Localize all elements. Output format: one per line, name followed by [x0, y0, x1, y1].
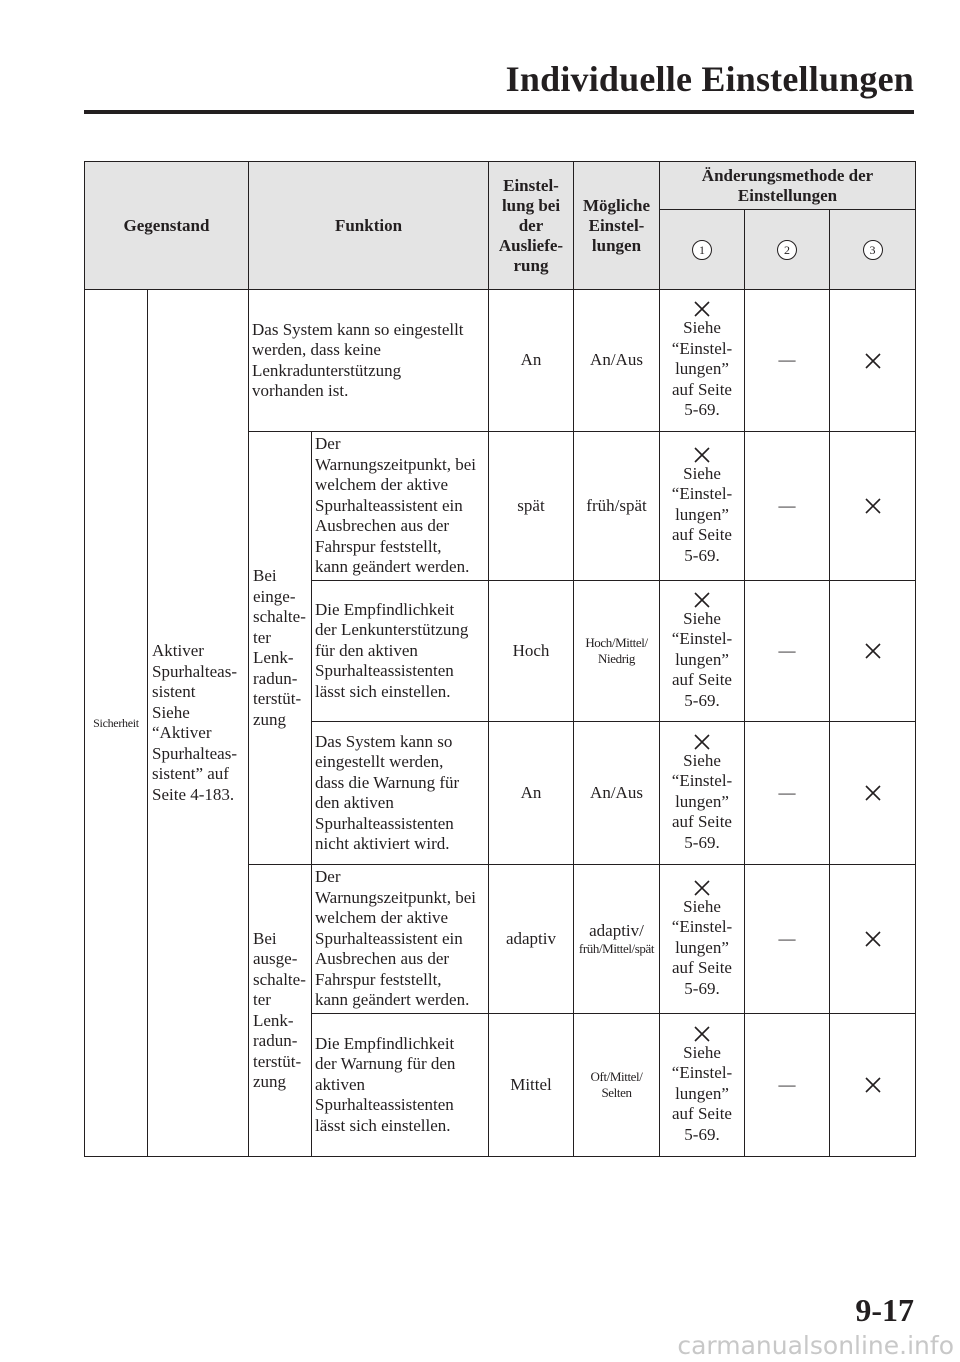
default-cell: Mittel	[489, 1014, 574, 1157]
header-method-group: Änderungsmethode der Einstellungen	[660, 162, 916, 210]
function-cell: Die Empfindlichkeit der Warnung für den aktiven Spurhalteassistenten lässt sich einstellen.	[312, 1014, 489, 1157]
header-function: Funktion	[249, 162, 489, 290]
circled-number-3-icon: 3	[863, 240, 883, 260]
method-2-cell	[745, 722, 830, 865]
method-note: Siehe “Einstel- lungen” auf Seite 5-69.	[671, 318, 733, 420]
options-cell: An/Aus	[574, 290, 660, 432]
method-3-cell	[830, 1014, 916, 1157]
method-3-cell	[830, 432, 916, 581]
condition-on-cell: Bei einge- schalte- ter Lenk- radun- terstüt- zung	[249, 432, 312, 865]
options-line-1: adaptiv/	[589, 920, 644, 940]
dash: —	[778, 1074, 796, 1094]
default-cell: spät	[489, 432, 574, 581]
page-title: Individuelle Einstellungen	[505, 59, 914, 99]
table-row	[85, 290, 916, 432]
method-note: Siehe “Einstel- lungen” auf Seite 5-69.	[671, 1042, 733, 1144]
function-cell: Das System kann so eingestellt werden, dass die Warnung für den aktiven Spurhalteassistenten nicht aktiviert wird.	[312, 722, 489, 865]
method-2-cell	[745, 581, 830, 722]
function-cell: Der Warnungszeitpunkt, bei welchem der aktive Spurhalteassistent ein Ausbrechen aus der Fahrspur feststellt, kann geändert werden.	[312, 865, 489, 1014]
method-1-cell	[660, 722, 745, 865]
x-mark-icon	[864, 497, 882, 515]
options-cell: früh/spät	[574, 432, 660, 581]
method-3-cell	[830, 290, 916, 432]
header-options: Mögliche Einstel- lungen	[574, 162, 660, 290]
method-1-cell	[660, 432, 745, 581]
method-note: Siehe “Einstel- lungen” auf Seite 5-69.	[671, 463, 733, 565]
method-3-cell	[830, 581, 916, 722]
method-2-cell	[745, 1014, 830, 1157]
x-mark-icon	[864, 642, 882, 660]
default-cell: Hoch	[489, 581, 574, 722]
x-mark-icon	[693, 446, 711, 464]
x-mark-icon	[693, 1025, 711, 1043]
method-1-cell	[660, 1014, 745, 1157]
dash: —	[778, 495, 796, 515]
page-number: 9-17	[855, 1292, 914, 1328]
method-3-cell	[830, 722, 916, 865]
circled-number-2-icon: 2	[777, 240, 797, 260]
x-mark-icon	[864, 352, 882, 370]
item-cell: Aktiver Spurhalteas- sistent Siehe “Aktiver Spurhalteas- sistent” auf Seite 4-183.	[148, 290, 249, 1157]
dash: —	[778, 782, 796, 802]
method-1-cell	[660, 865, 745, 1014]
condition-off-cell: Bei ausge- schalte- ter Lenk- radun- terstüt- zung	[249, 865, 312, 1157]
x-mark-icon	[693, 879, 711, 897]
default-cell: An	[489, 722, 574, 865]
title-divider	[84, 110, 914, 114]
options-cell: An/Aus	[574, 722, 660, 865]
default-cell: An	[489, 290, 574, 432]
header-method-3	[830, 210, 916, 290]
method-2-cell	[745, 290, 830, 432]
category-cell: Sicherheit	[85, 290, 148, 1157]
method-2-cell	[745, 432, 830, 581]
method-note: Siehe “Einstel- lungen” auf Seite 5-69.	[671, 896, 733, 998]
options-cell	[574, 865, 660, 1014]
function-cell: Die Empfindlichkeit der Lenkunterstützung für den aktiven Spurhalteassistenten lässt sich einstellen.	[312, 581, 489, 722]
dash: —	[778, 928, 796, 948]
dash: —	[778, 640, 796, 660]
dash: —	[778, 350, 796, 370]
watermark: carmanualsonline.info	[677, 1331, 954, 1360]
x-mark-icon	[693, 591, 711, 609]
header-method-1	[660, 210, 745, 290]
x-mark-icon	[864, 784, 882, 802]
method-1-cell	[660, 290, 745, 432]
x-mark-icon	[864, 1076, 882, 1094]
x-mark-icon	[693, 300, 711, 318]
method-2-cell	[745, 865, 830, 1014]
function-cell: Das System kann so eingestellt werden, dass keine Lenkradunterstützung vorhanden ist.	[249, 290, 489, 432]
method-note: Siehe “Einstel- lungen” auf Seite 5-69.	[671, 608, 733, 710]
function-cell: Der Warnungszeitpunkt, bei welchem der aktive Spurhalteassistent ein Ausbrechen aus der Fahrspur feststellt, kann geändert werden.	[312, 432, 489, 581]
method-1-cell	[660, 581, 745, 722]
options-cell: Oft/Mittel/ Selten	[574, 1014, 660, 1157]
options-cell: Hoch/Mittel/ Niedrig	[574, 581, 660, 722]
default-cell: adaptiv	[489, 865, 574, 1014]
header-default: Einstel- lung bei der Ausliefe- rung	[489, 162, 574, 290]
options-line-2: früh/Mittel/spät	[578, 941, 655, 957]
circled-number-1-icon: 1	[692, 240, 712, 260]
header-method-2	[745, 210, 830, 290]
header-item: Gegenstand	[85, 162, 249, 290]
settings-table	[84, 161, 916, 1157]
x-mark-icon	[693, 733, 711, 751]
method-3-cell	[830, 865, 916, 1014]
x-mark-icon	[864, 930, 882, 948]
method-note: Siehe “Einstel- lungen” auf Seite 5-69.	[671, 750, 733, 852]
